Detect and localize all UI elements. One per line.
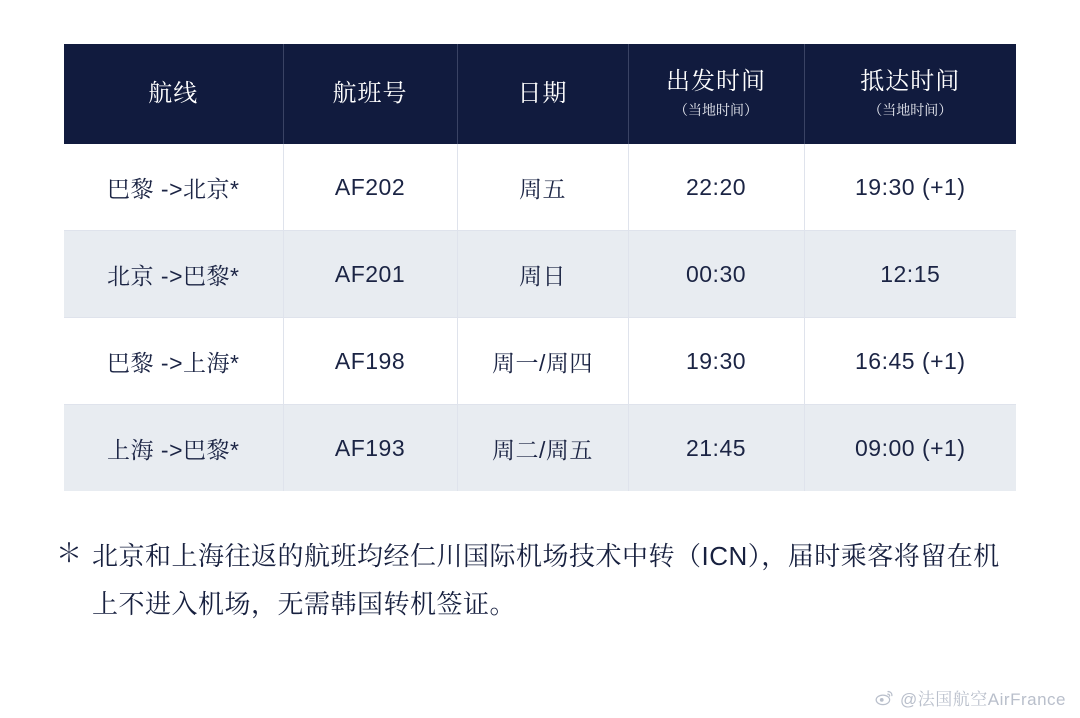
- cell-arrival-time: 16:45 (+1): [804, 318, 1016, 405]
- watermark: [875, 685, 1066, 710]
- table-header-row: [64, 44, 1016, 144]
- weibo-icon: [875, 688, 894, 707]
- cell-route: 巴黎 ->北京*: [64, 144, 283, 231]
- cell-departure-time: 19:30: [628, 318, 804, 405]
- cell-flight-number: AF202: [283, 144, 457, 231]
- cell-departure-time: 00:30: [628, 231, 804, 318]
- column-header-arrival-time-label: 抵达时间: [860, 68, 961, 95]
- watermark-label: @法国航空AirFrance: [900, 690, 1066, 709]
- cell-departure-time: 21:45: [628, 405, 804, 492]
- table-row: [64, 231, 1016, 318]
- cell-route: 上海 ->巴黎*: [64, 405, 283, 492]
- footnote-text: 北京和上海往返的航班均经仁川国际机场技术中转（ICN），届时乘客将留在机上不进入机场，无需韩国转机签证。: [92, 541, 1000, 619]
- column-header-departure-time-label: 出发时间: [666, 68, 766, 95]
- table-row: [64, 144, 1016, 231]
- column-header-departure-time-sublabel: （当地时间）: [674, 102, 758, 118]
- cell-departure-time: 22:20: [628, 144, 804, 231]
- column-header-date: [457, 44, 628, 144]
- cell-arrival-time: 12:15: [804, 231, 1016, 318]
- column-header-route: [64, 44, 283, 144]
- table-body: [64, 144, 1016, 491]
- flight-schedule-table: [64, 44, 1016, 491]
- cell-date: 周五: [457, 144, 628, 231]
- table-header: [64, 44, 1016, 144]
- column-header-arrival-time: [804, 44, 1016, 144]
- column-header-flight-number-label: 航班号: [332, 80, 408, 107]
- cell-date: 周日: [457, 231, 628, 318]
- cell-flight-number: AF201: [283, 231, 457, 318]
- cell-date: 周二/周五: [457, 405, 628, 492]
- column-header-departure-time: [628, 44, 804, 144]
- cell-date: 周一/周四: [457, 318, 628, 405]
- cell-flight-number: AF198: [283, 318, 457, 405]
- cell-arrival-time: 09:00 (+1): [804, 405, 1016, 492]
- cell-route: 北京 ->巴黎*: [64, 231, 283, 318]
- column-header-arrival-time-sublabel: （当地时间）: [868, 102, 953, 118]
- table-row: [64, 405, 1016, 492]
- footnote-star-marker: ＊: [56, 538, 83, 568]
- cell-route: 巴黎 ->上海*: [64, 318, 283, 405]
- footnote: [56, 532, 1016, 628]
- column-header-flight-number: [283, 44, 457, 144]
- cell-flight-number: AF193: [283, 405, 457, 492]
- cell-arrival-time: 19:30 (+1): [804, 144, 1016, 231]
- table-row: [64, 318, 1016, 405]
- column-header-date-label: 日期: [517, 80, 568, 107]
- column-header-route-label: 航线: [148, 80, 199, 107]
